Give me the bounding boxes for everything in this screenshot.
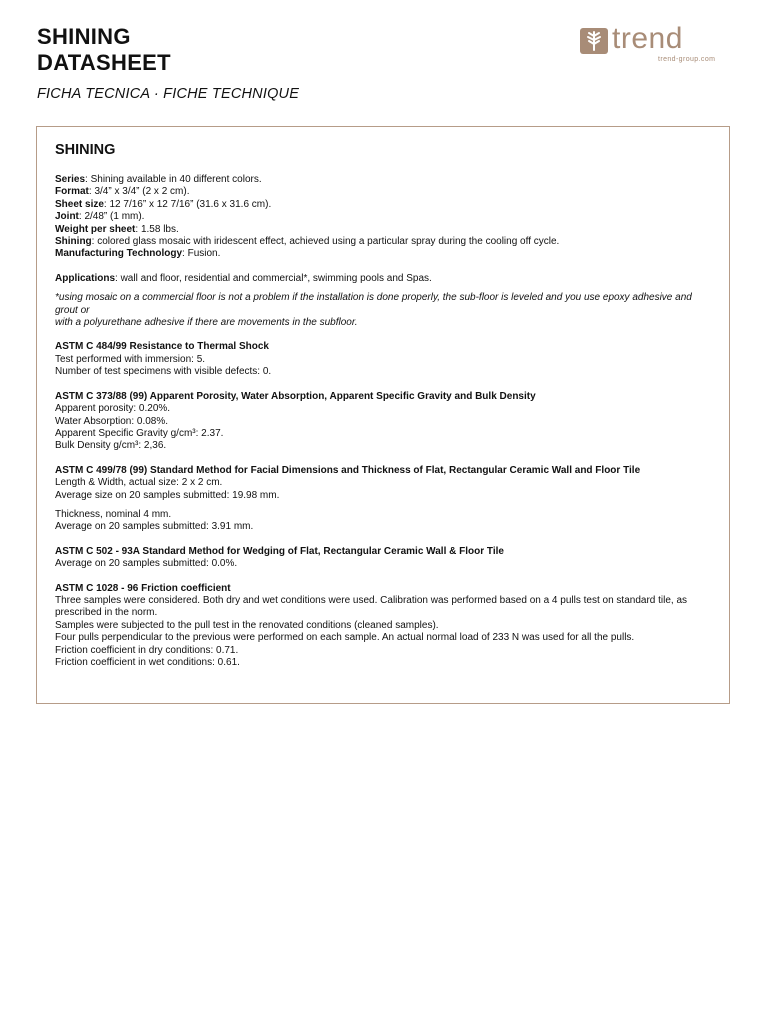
spec-sheet-size: Sheet size: 12 7/16” x 12 7/16” (31.6 x 31.6 cm). xyxy=(55,198,272,210)
test-line: Number of test specimens with visible defects: 0. xyxy=(55,366,272,378)
test-line: Thickness, nominal 4 mm. xyxy=(55,508,172,520)
test-heading-dimensions: ASTM C 499/78 (99) Standard Method for Facial Dimensions and Thickness of Flat, Rectangular Ceramic Wall and Floor Tile xyxy=(55,464,641,476)
test-line: Length & Width, actual size: 2 x 2 cm. xyxy=(55,477,223,489)
spec-weight: Weight per sheet: 1.58 lbs. xyxy=(55,223,179,235)
test-line: Friction coefficient in dry conditions: 0.71. xyxy=(55,644,239,656)
page-title-line2: DATASHEET xyxy=(37,50,171,75)
logo-wordmark: trend xyxy=(612,22,683,55)
page-header xyxy=(37,24,299,102)
test-line: Four pulls perpendicular to the previous were performed on each sample. An actual normal load of 233 N was used for all the pulls. xyxy=(55,632,635,644)
trend-logo xyxy=(580,22,732,66)
leaf-icon xyxy=(580,28,608,54)
spec-series: Series: Shining available in 40 different colors. xyxy=(55,174,262,185)
spec-joint: Joint: 2/48” (1 mm). xyxy=(55,211,145,223)
test-line: Friction coefficient in wet conditions: 0.61. xyxy=(55,657,240,668)
page-title-line1: SHINING xyxy=(37,24,131,49)
datasheet-content xyxy=(55,141,715,669)
test-line: Apparent Specific Gravity g/cm³: 2.37. xyxy=(55,427,224,439)
page-subtitle: FICHA TECNICA · FICHE TECHNIQUE xyxy=(37,86,300,102)
note-line2: with a polyurethane adhesive if there are movements in the subfloor. xyxy=(55,317,358,329)
test-line: Three samples were considered. Both dry and wet conditions were used. Calibration was performed based on a 4 pulls test on standard tile, as xyxy=(55,594,688,606)
test-line: Water Absorption: 0.08%. xyxy=(55,415,169,427)
test-heading-porosity: ASTM C 373/88 (99) Apparent Porosity, Water Absorption, Apparent Specific Gravity and Bulk Density xyxy=(55,390,536,402)
test-heading-friction: ASTM C 1028 - 96 Friction coefficient xyxy=(55,582,231,594)
test-line: Average on 20 samples submitted: 0.0%. xyxy=(55,558,238,570)
test-heading-wedging: ASTM C 502 - 93A Standard Method for Wedging of Flat, Rectangular Ceramic Wall & Floor Tile xyxy=(55,545,504,557)
test-line: Apparent porosity: 0.20%. xyxy=(55,403,171,415)
spec-shining: Shining: colored glass mosaic with iridescent effect, achieved using a particular spray during the cooling off cycle. xyxy=(55,236,560,248)
test-line: Samples were subjected to the pull test in the renovated conditions (cleaned samples). xyxy=(55,619,439,631)
test-line: Average on 20 samples submitted: 3.91 mm. xyxy=(55,521,254,533)
test-line: Average size on 20 samples submitted: 19.98 mm. xyxy=(55,489,280,501)
note-line1: *using mosaic on a commercial floor is not a problem if the installation is done properly, the sub-floor is leveled and you use epoxy adhesive and grout or xyxy=(55,292,692,316)
logo-url: trend-group.com xyxy=(658,56,716,63)
test-line: Bulk Density g/cm³: 2,36. xyxy=(55,440,167,452)
spec-list xyxy=(55,174,715,261)
datasheet-box xyxy=(36,126,730,704)
spec-manufacturing: Manufacturing Technology: Fusion. xyxy=(55,248,221,260)
test-line: Test performed with immersion: 5. xyxy=(55,353,206,365)
product-title: SHINING xyxy=(55,142,116,158)
spec-format: Format: 3/4” x 3/4” (2 x 2 cm). xyxy=(55,186,190,198)
applications: Applications: wall and floor, residential and commercial*, swimming pools and Spas. xyxy=(55,272,432,284)
test-line: prescribed in the norm. xyxy=(55,607,158,619)
test-heading-thermal: ASTM C 484/99 Resistance to Thermal Shock xyxy=(55,341,269,353)
